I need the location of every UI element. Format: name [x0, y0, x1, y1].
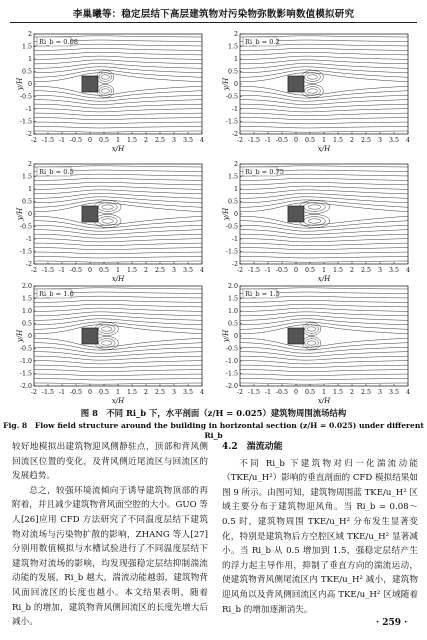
y-tick-label: -2 [231, 261, 238, 268]
y-tick-label: -1.5 [225, 248, 238, 256]
y-axis-label: y/H [16, 77, 24, 91]
paragraph: 总之，较强环境流倾向于诱导建筑物顶部的再附着，并且减少建筑物背风面空腔的大小。GUO 等人[26]应用 CFD 方法研究了不同温度层结下建筑物对流场与污染物扩散的影响，ZHANG 等人[27]分别用数值模拟与水槽试验进行了不同温度层结下建筑物对流场的影响，均发现强稳定层结抑制湍流动能的发展，Ri_b 越大，湍流动能越弱，建筑物背风面回流区的长度也越小。本文结果表明，随着 Ri_b 的增加，建筑物背风侧回流区的长度先增大后减小。 [12, 485, 208, 628]
y-tick-label: 1.5 [21, 43, 32, 51]
x-tick-label: -2 [30, 137, 38, 144]
x-tick-label: -0.5 [69, 137, 83, 144]
x-tick-label: 1 [115, 389, 121, 396]
x-tick-label: -1 [264, 389, 272, 396]
flow-panel-3 [18, 160, 208, 286]
x-tick-label: 0.5 [98, 267, 110, 274]
y-tick-label: -2.0 [19, 383, 32, 390]
y-tick-label: 0.5 [227, 198, 238, 206]
x-tick-label: -1 [58, 137, 66, 144]
y-tick-label: 1.5 [227, 295, 238, 303]
y-tick-label: 1 [233, 56, 238, 63]
x-tick-label: 2 [143, 137, 149, 144]
x-tick-label: 1 [321, 389, 327, 396]
y-tick-label: 0 [27, 333, 32, 340]
x-tick-label: 2.5 [360, 267, 372, 274]
x-tick-label: 2 [349, 389, 355, 396]
y-tick-label: -1 [25, 236, 32, 243]
building-block [82, 206, 98, 222]
y-tick-label: 0.5 [21, 198, 32, 206]
y-tick-label: -0.5 [19, 93, 32, 101]
y-tick-label: 0.5 [227, 68, 238, 76]
x-tick-label: -2 [236, 267, 244, 274]
x-tick-label: -1 [58, 267, 66, 274]
x-tick-label: -1.5 [247, 137, 261, 144]
y-tick-label: -1 [231, 106, 238, 113]
x-tick-label: -2 [236, 137, 244, 144]
y-tick-label: 0 [233, 81, 238, 88]
y-tick-label: 0.5 [21, 320, 32, 328]
y-tick-label: -1 [25, 106, 32, 113]
x-tick-label: 1 [115, 137, 121, 144]
y-tick-label: -1.5 [225, 370, 238, 378]
x-tick-label: 0 [293, 137, 299, 144]
x-tick-label: -0.5 [69, 389, 83, 396]
x-tick-label: 0 [293, 267, 299, 274]
x-tick-label: 0 [87, 267, 93, 274]
x-tick-label: 1 [321, 267, 327, 274]
x-tick-label: 4 [199, 267, 205, 274]
x-tick-label: 0.5 [304, 267, 316, 274]
x-tick-label: 3.5 [182, 389, 194, 396]
x-tick-label: 3 [377, 389, 383, 396]
x-tick-label: 0 [293, 389, 299, 396]
x-tick-label: 3 [171, 267, 177, 274]
y-axis-label: y/H [16, 207, 24, 221]
y-tick-label: 0.5 [227, 320, 238, 328]
x-tick-label: 2.5 [360, 137, 372, 144]
y-tick-label: 1.5 [21, 173, 32, 181]
section-title: 4.2 湍流动能 [222, 442, 283, 452]
x-tick-label: -1.5 [41, 267, 55, 274]
y-tick-label: -1.5 [19, 248, 32, 256]
y-tick-label: -1.5 [225, 118, 238, 126]
building-block [288, 206, 304, 222]
y-tick-label: 2 [27, 31, 32, 38]
y-tick-label: 1 [233, 186, 238, 193]
y-tick-label: -2.0 [225, 383, 238, 390]
x-tick-label: -2 [236, 389, 244, 396]
x-tick-label: -1 [264, 137, 272, 144]
y-tick-label: 0 [27, 81, 32, 88]
figure-caption-en: Fig. 8 Flow field structure around the building in horizontal section (z/H = 0.025) under different Ri_b [3, 421, 424, 440]
y-tick-label: 0.5 [21, 68, 32, 76]
x-axis-label: x/H [317, 275, 331, 283]
x-axis-label: x/H [111, 397, 125, 405]
y-tick-label: 2 [233, 161, 238, 168]
x-tick-label: -0.5 [275, 389, 289, 396]
x-tick-label: 4 [405, 267, 411, 274]
x-tick-label: 0 [87, 137, 93, 144]
x-tick-label: -0.5 [275, 267, 289, 274]
plot-frame [34, 164, 202, 264]
y-tick-label: 0 [233, 333, 238, 340]
x-tick-label: 4 [405, 137, 411, 144]
x-tick-label: -1.5 [247, 389, 261, 396]
x-tick-label: -0.5 [69, 267, 83, 274]
x-tick-label: 4 [199, 137, 205, 144]
plot-frame [240, 34, 408, 134]
y-axis-label: y/H [16, 329, 24, 343]
flow-panel-6 [224, 282, 414, 408]
body-right-column [222, 440, 418, 617]
flow-panel-5 [18, 282, 208, 408]
y-tick-label: -0.5 [225, 345, 238, 353]
x-axis-label: x/H [111, 275, 125, 283]
x-tick-label: 0.5 [304, 137, 316, 144]
x-tick-label: -1.5 [247, 267, 261, 274]
plot-frame [34, 34, 202, 134]
building-block [82, 328, 98, 344]
y-tick-label: 1.0 [21, 308, 32, 315]
y-tick-label: -2 [231, 131, 238, 138]
flow-panel-4 [224, 160, 414, 286]
building-block [288, 76, 304, 92]
y-tick-label: -1.0 [19, 358, 32, 365]
x-tick-label: 3 [171, 137, 177, 144]
y-tick-label: -1.0 [225, 358, 238, 365]
x-tick-label: 1.5 [126, 389, 138, 396]
y-tick-label: -0.5 [19, 223, 32, 231]
x-tick-label: -1 [58, 389, 66, 396]
plot-frame [34, 286, 202, 386]
ri-label: Ri_b = 1.0 [39, 290, 74, 298]
y-tick-label: -1 [231, 236, 238, 243]
header-rule [10, 22, 417, 23]
y-tick-label: 2 [27, 161, 32, 168]
ri-label: Ri_b = 0.75 [245, 168, 284, 176]
x-tick-label: 0 [87, 389, 93, 396]
x-tick-label: 3.5 [182, 137, 194, 144]
x-tick-label: -1.5 [41, 389, 55, 396]
flow-panel-1 [18, 30, 208, 156]
y-tick-label: -0.5 [19, 345, 32, 353]
y-tick-label: 1 [27, 56, 32, 63]
ri-label: Ri_b = 0.2 [245, 38, 280, 46]
x-tick-label: 4 [199, 389, 205, 396]
x-tick-label: 1.5 [332, 137, 344, 144]
plot-frame [240, 286, 408, 386]
y-tick-label: 1 [27, 186, 32, 193]
x-tick-label: -0.5 [275, 137, 289, 144]
y-tick-label: 0 [27, 211, 32, 218]
y-tick-label: 1.5 [227, 43, 238, 51]
building-block [82, 76, 98, 92]
x-tick-label: 1.5 [126, 267, 138, 274]
x-axis-label: x/H [317, 397, 331, 405]
y-tick-label: -1.5 [19, 118, 32, 126]
y-tick-label: 2 [233, 31, 238, 38]
x-tick-label: 3.5 [388, 389, 400, 396]
x-tick-label: -1 [264, 267, 272, 274]
ri-label: Ri_b = 1.5 [245, 290, 280, 298]
paragraph: 不同 Ri_b 下建筑物对归一化湍流动能（TKE/u_H²）影响的垂直剖面的 CFD 模拟结果如图 9 所示。由图可知，建筑物周围蓝 TKE/u_H² 区域主要分布于建筑物迎风角。当 Ri_b = 0.08～0.5 时，建筑物周围 TKE/u_H² 分布发生显著变化，特别是建筑物后方空腔区域 TKE/u_H² 显著减小。当 Ri_b 从 0.5 增加到 1.5，强稳定层结产生的浮力起主导作用，抑制了垂直方向的湍流运动，使建筑物背风侧尾流区内 TKE/u_H² 减小，建筑物迎风角以及背风侧回流区内高 TKE/u_H² 区域随着 Ri_b 的增加逐渐消失。 [222, 458, 418, 615]
ri-label: Ri_b = 0.5 [39, 168, 74, 176]
y-tick-label: 0 [233, 211, 238, 218]
x-tick-label: 2.5 [154, 389, 166, 396]
x-tick-label: 1.5 [332, 389, 344, 396]
x-tick-label: -2 [30, 267, 38, 274]
x-tick-label: 2 [143, 389, 149, 396]
y-tick-label: 2.0 [227, 283, 238, 290]
y-tick-label: 2.0 [21, 283, 32, 290]
y-axis-label: y/H [222, 329, 230, 343]
x-tick-label: 0.5 [304, 389, 316, 396]
body-left-column [12, 440, 208, 630]
x-tick-label: -1.5 [41, 137, 55, 144]
x-tick-label: 2 [349, 137, 355, 144]
x-tick-label: 3.5 [182, 267, 194, 274]
y-axis-label: y/H [222, 207, 230, 221]
y-tick-label: 1.5 [227, 173, 238, 181]
running-header: 李巢曦等：稳定层结下高层建筑物对污染物弥散影响数值模拟研究 [72, 9, 355, 20]
paragraph: 较好地模拟出建筑物迎风侧静驻点，顶部和背风侧回流区位置的变化，及背风侧近尾流区与回流区的发展趋势。 [12, 442, 208, 482]
x-tick-label: 1.5 [126, 137, 138, 144]
x-tick-label: 3 [171, 389, 177, 396]
y-tick-label: -0.5 [225, 93, 238, 101]
ri-label: Ri_b = 0.08 [39, 38, 78, 46]
x-tick-label: 1.5 [332, 267, 344, 274]
plot-frame [240, 164, 408, 264]
x-tick-label: -2 [30, 389, 38, 396]
x-tick-label: 3 [377, 137, 383, 144]
x-tick-label: 0.5 [98, 389, 110, 396]
x-tick-label: 3.5 [388, 137, 400, 144]
x-tick-label: 1 [321, 137, 327, 144]
y-tick-label: 1.0 [227, 308, 238, 315]
y-tick-label: -0.5 [225, 223, 238, 231]
x-axis-label: x/H [111, 145, 125, 153]
y-tick-label: 1.5 [21, 295, 32, 303]
flow-panel-2 [224, 30, 414, 156]
x-tick-label: 2 [349, 267, 355, 274]
building-block [288, 328, 304, 344]
x-tick-label: 2.5 [154, 137, 166, 144]
x-tick-label: 0.5 [98, 137, 110, 144]
y-tick-label: -2 [25, 131, 32, 138]
x-axis-label: x/H [317, 145, 331, 153]
y-tick-label: -2 [25, 261, 32, 268]
x-tick-label: 4 [405, 389, 411, 396]
figure-caption-cn: 图 8 不同 Ri_b 下，水平剖面（z/H = 0.025）建筑物周围流场结构 [80, 408, 347, 418]
page-number: · 259 · [376, 618, 408, 628]
y-axis-label: y/H [222, 77, 230, 91]
x-tick-label: 2.5 [154, 267, 166, 274]
x-tick-label: 1 [115, 267, 121, 274]
y-tick-label: -1.5 [19, 370, 32, 378]
x-tick-label: 3.5 [388, 267, 400, 274]
x-tick-label: 3 [377, 267, 383, 274]
x-tick-label: 2 [143, 267, 149, 274]
x-tick-label: 2.5 [360, 389, 372, 396]
